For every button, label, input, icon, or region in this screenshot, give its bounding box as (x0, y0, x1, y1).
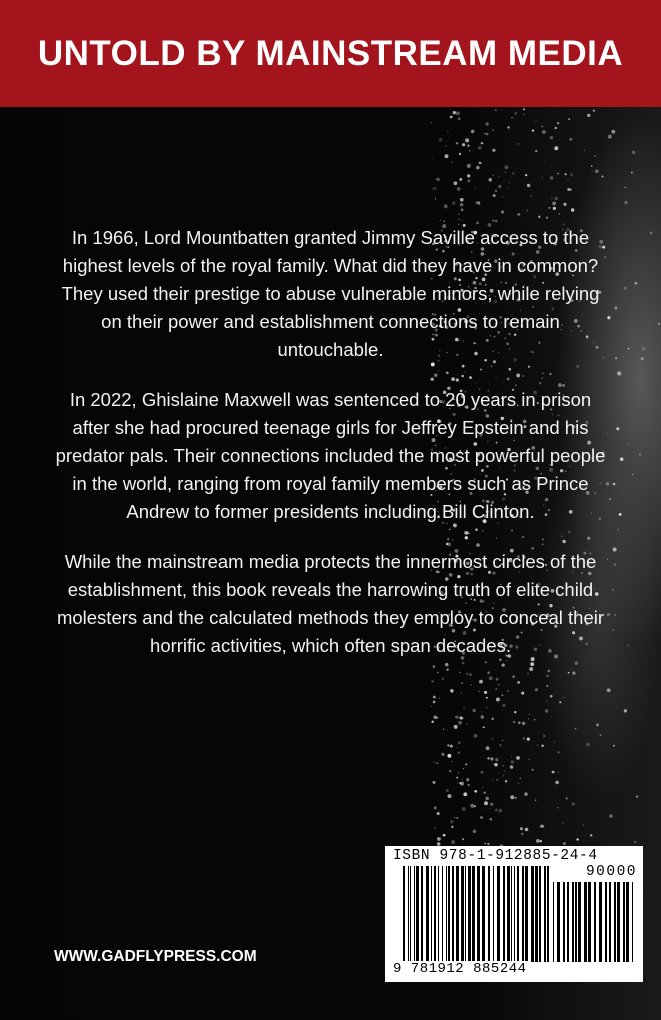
ean-digits: 9 781912 885244 (393, 961, 527, 977)
title-banner (0, 0, 661, 107)
addon-bars (553, 882, 635, 966)
ean-bars (403, 866, 551, 966)
blurb-paragraph: While the mainstream media protects the innermost circles of the establishment, this book reveals the harrowing truth of elite child molesters and the calculated methods they employ to conceal their horrific activities, which often span decades. (56, 551, 605, 656)
isbn-barcode (385, 846, 643, 982)
blurb-paragraph: In 1966, Lord Mountbatten granted Jimmy Saville access to the highest levels of the royal family. What did they have in common? They used their prestige to abuse vulnerable minors, while relying on their power and establishment connections to remain untouchable. (61, 227, 600, 360)
blurb-paragraph: In 2022, Ghislaine Maxwell was sentenced to 20 years in prison after she had procured teenage girls for Jeffrey Epstein and his predator pals. Their connections included the most powerful people in the world, ranging from royal family members such as Prince Andrew to former presidents including Bill Clinton. (55, 389, 606, 522)
publisher-website[interactable]: WWW.GADFLYPRESS.COM (54, 948, 257, 965)
price-code: 90000 (585, 864, 637, 880)
banner-title: UNTOLD BY MAINSTREAM MEDIA (37, 33, 624, 73)
isbn-label: ISBN 978-1-912885-24-4 (393, 848, 598, 864)
blurb-text (50, 224, 611, 682)
